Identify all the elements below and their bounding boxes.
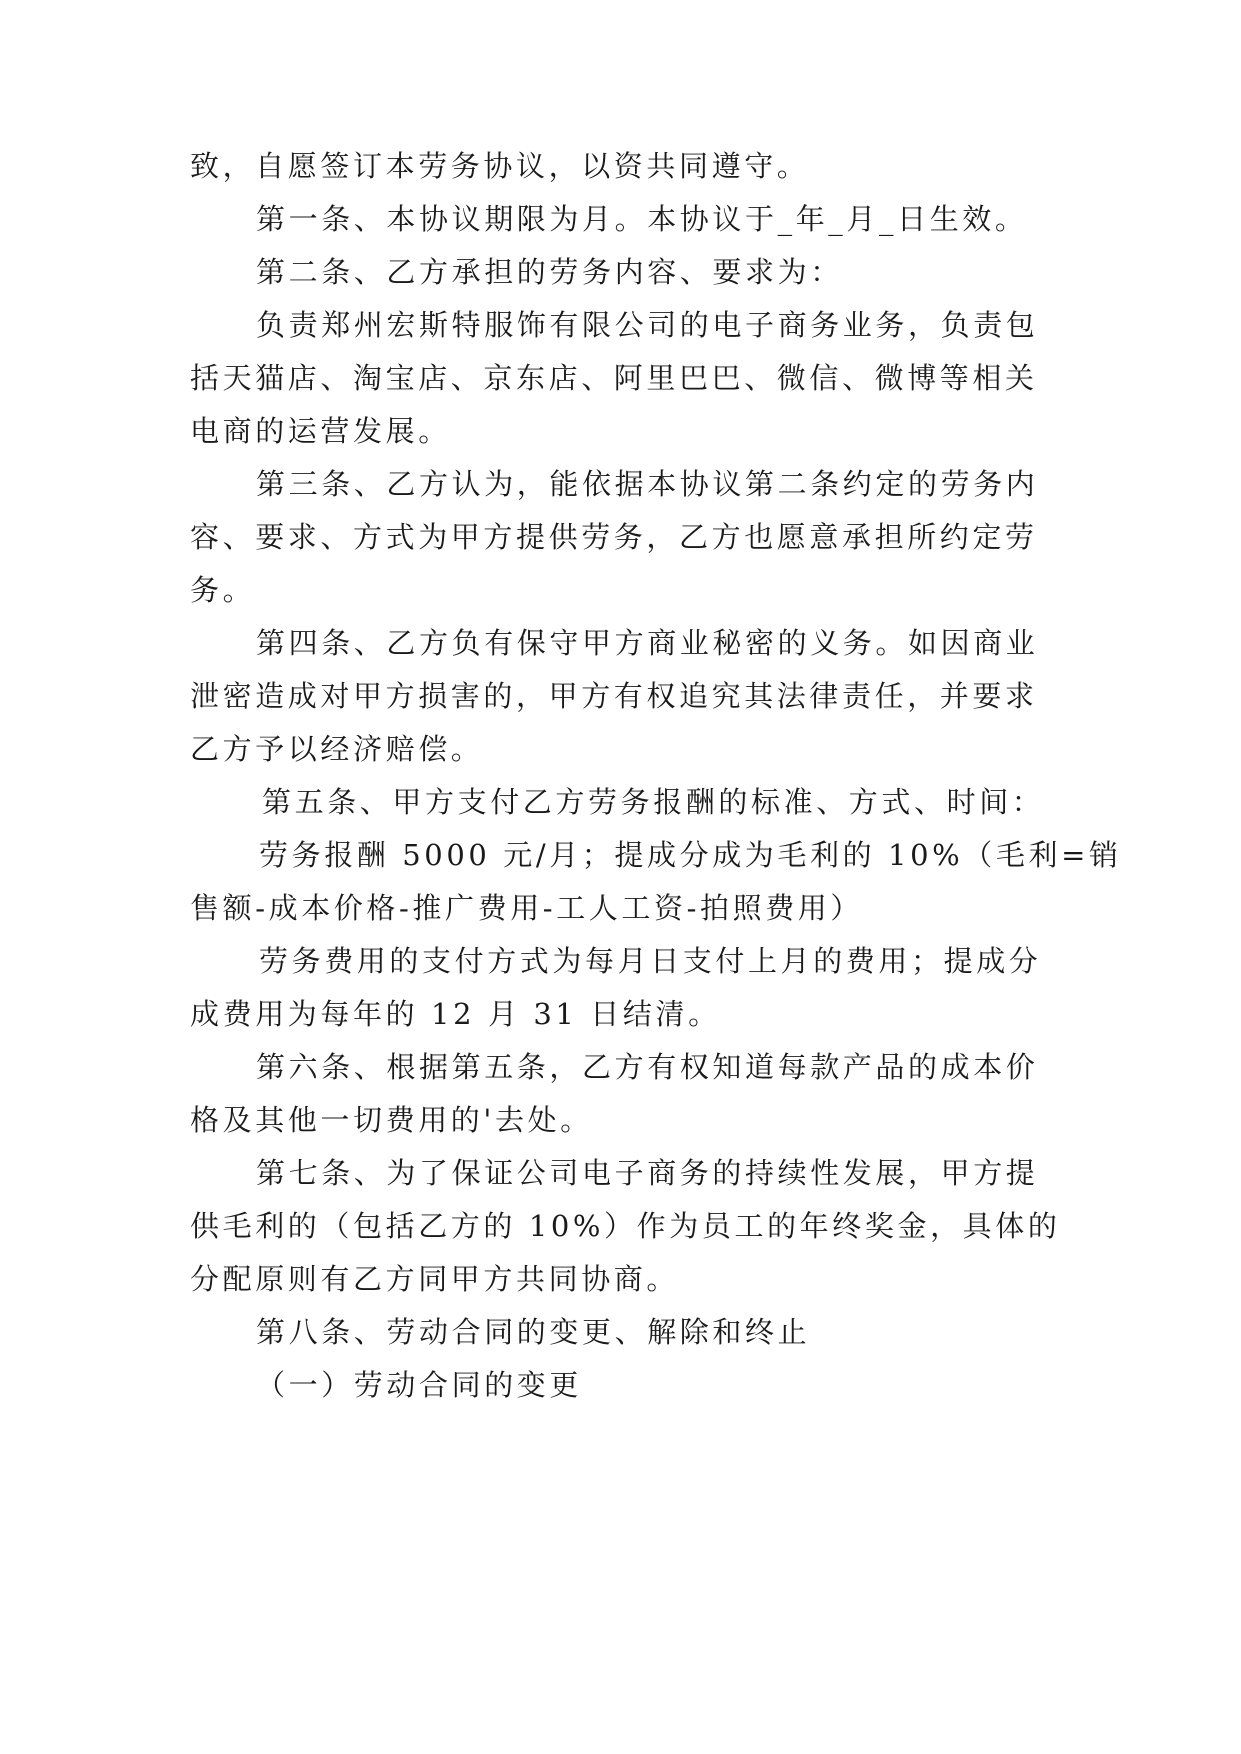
- text-line: 负责郑州宏斯特服饰有限公司的电子商务业务，负责包: [256, 308, 1039, 342]
- text-line: 劳务费用的支付方式为每月日支付上月的费用；提成分: [259, 944, 1042, 978]
- article-7-line: 第七条、为了保证公司电子商务的持续性发展，甲方提: [256, 1156, 1039, 1190]
- text-line: 电商的运营发展。: [190, 414, 451, 448]
- article-5-heading: 第五条、甲方支付乙方劳务报酬的标准、方式、时间：: [262, 785, 1045, 819]
- article-8-heading: 第八条、劳动合同的变更、解除和终止: [256, 1315, 811, 1349]
- article-1-line: 第一条、本协议期限为月。本协议于_年_月_日生效。: [256, 202, 1028, 236]
- text-line: 售额-成本价格-推广费用-工人工资-拍照费用）: [190, 891, 863, 925]
- article-6-line: 第六条、根据第五条，乙方有权知道每款产品的成本价: [256, 1050, 1039, 1084]
- text-line: 括天猫店、淘宝店、京东店、阿里巴巴、微信、微博等相关: [190, 361, 1038, 395]
- text-line: 分配原则有乙方同甲方共同协商。: [190, 1262, 680, 1296]
- text-line: 容、要求、方式为甲方提供劳务，乙方也愿意承担所约定劳: [190, 520, 1038, 554]
- text-line: 务。: [190, 573, 256, 607]
- text-line: 致，自愿签订本劳务协议，以资共同遵守。: [190, 149, 810, 183]
- section-heading: （一）劳动合同的变更: [256, 1368, 583, 1402]
- text-line: 乙方予以经济赔偿。: [190, 732, 484, 766]
- article-3-line: 第三条、乙方认为，能依据本协议第二条约定的劳务内: [256, 467, 1039, 501]
- text-line: 劳务报酬 5000 元/月；提成分成为毛利的 10%（毛利=销: [259, 838, 1122, 872]
- text-line: 成费用为每年的 12 月 31 日结清。: [190, 997, 721, 1031]
- article-2-heading: 第二条、乙方承担的劳务内容、要求为：: [256, 255, 843, 289]
- text-line: 格及其他一切费用的'去处。: [190, 1103, 593, 1137]
- article-4-line: 第四条、乙方负有保守甲方商业秘密的义务。如因商业: [256, 626, 1039, 660]
- text-line: 供毛利的（包括乙方的 10%）作为员工的年终奖金，具体的: [190, 1209, 1061, 1243]
- text-line: 泄密造成对甲方损害的，甲方有权追究其法律责任，并要求: [190, 679, 1038, 713]
